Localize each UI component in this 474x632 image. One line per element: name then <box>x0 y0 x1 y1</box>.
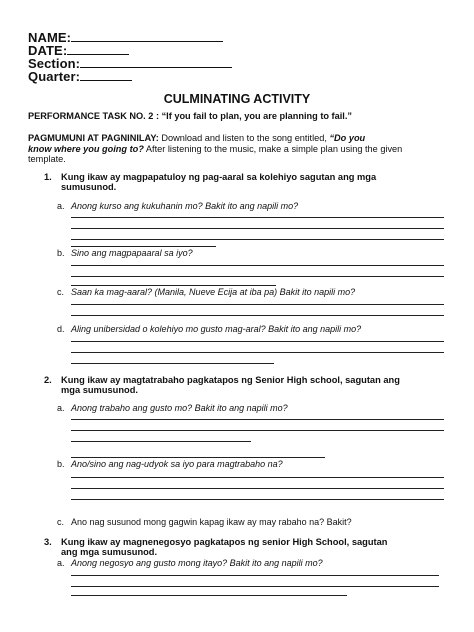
date-label: DATE: <box>28 43 68 58</box>
page-title: CULMINATING ACTIVITY <box>163 92 311 106</box>
answer-line[interactable] <box>71 441 251 442</box>
question-2a <box>57 403 288 414</box>
question-1d-letter: d. <box>57 324 65 334</box>
song-title-part-1: “Do you <box>329 133 366 143</box>
answer-line[interactable] <box>71 419 444 420</box>
reflection-text-2: After listening to the music, make a simple plan using the given <box>143 144 403 154</box>
question-3-number: 3. <box>44 537 52 547</box>
question-2c <box>57 517 352 528</box>
reflection-text-3: template. <box>28 154 66 164</box>
performance-task <box>28 111 352 122</box>
question-2-line-1: Kung ikaw ay magtatrabaho pagkatapos ng Senior High school, sagutan ang <box>61 375 400 385</box>
question-3a-letter: a. <box>57 558 65 568</box>
answer-line[interactable] <box>71 499 444 500</box>
answer-line[interactable] <box>71 595 347 596</box>
question-1c-text: Saan ka mag-aaral? (Manila, Nueve Ecija at iba pa) Bakit ito napili mo? <box>71 287 356 297</box>
answer-line[interactable] <box>71 276 444 277</box>
question-3-line-2: ang mga sumusunod. <box>61 547 158 557</box>
reflection-line-1 <box>28 133 448 144</box>
performance-label: PERFORMANCE TASK NO. 2 : <box>28 111 160 121</box>
quarter-blank[interactable] <box>80 69 132 81</box>
answer-line[interactable] <box>71 304 444 305</box>
song-title-part-2: know where you going to? <box>28 144 144 154</box>
question-1b <box>57 248 193 259</box>
answer-line[interactable] <box>71 315 444 316</box>
section-blank[interactable] <box>80 56 232 68</box>
question-2c-text: Ano nag susunod mong gagwin kapag ikaw ay may rabaho na? Bakit? <box>71 517 352 527</box>
section-label: Section: <box>28 56 81 71</box>
performance-quote: “If you fail to plan, you are planning to fail.” <box>161 111 352 121</box>
question-1c-letter: c. <box>57 287 65 297</box>
reflection-text-1: Download and listen to the song entitled, <box>161 133 330 143</box>
question-3-line-1: Kung ikaw ay magnenegosyo pagkatapos ng senior High School, sagutan <box>61 537 388 547</box>
date-blank[interactable] <box>67 43 129 55</box>
question-1-number: 1. <box>44 172 52 182</box>
answer-line[interactable] <box>71 228 444 229</box>
question-1d-text: Aling unibersidad o kolehiyo mo gusto mag-aral? Bakit ito ang napili mo? <box>71 324 362 334</box>
answer-line[interactable] <box>71 341 444 342</box>
answer-line[interactable] <box>71 430 444 431</box>
question-3a <box>57 558 323 569</box>
question-2b <box>57 459 283 470</box>
question-1a-text: Anong kurso ang kukuhanin mo? Bakit ito ang napili mo? <box>71 201 299 211</box>
answer-line[interactable] <box>71 217 444 218</box>
question-1-line-2: sumusunod. <box>61 182 117 192</box>
answer-line[interactable] <box>71 586 439 587</box>
answer-line[interactable] <box>71 352 444 353</box>
question-2-number: 2. <box>44 375 52 385</box>
question-1b-text: Sino ang magpapaaral sa iyo? <box>71 248 193 258</box>
answer-line[interactable] <box>71 477 444 478</box>
question-3a-text: Anong negosyo ang gusto mong itayo? Bakit ito ang napili mo? <box>71 558 323 568</box>
name-label: NAME: <box>28 30 72 45</box>
question-2b-text: Ano/sino ang nag-udyok sa iyo para magtrabaho na? <box>71 459 283 469</box>
quarter-field <box>28 69 132 84</box>
question-1a <box>57 201 298 212</box>
answer-line[interactable] <box>71 363 274 364</box>
answer-line[interactable] <box>71 285 276 286</box>
name-blank[interactable] <box>71 30 223 42</box>
answer-line[interactable] <box>71 575 439 576</box>
question-1d <box>57 324 361 335</box>
answer-line[interactable] <box>71 457 325 458</box>
question-2a-text: Anong trabaho ang gusto mo? Bakit ito ang napili mo? <box>71 403 288 413</box>
answer-line[interactable] <box>71 488 444 489</box>
quarter-label: Quarter: <box>28 69 81 84</box>
question-2b-letter: b. <box>57 459 65 469</box>
reflection-line-2 <box>28 144 458 155</box>
answer-line[interactable] <box>71 239 444 240</box>
question-1c <box>57 287 355 298</box>
answer-line[interactable] <box>71 246 216 247</box>
question-1b-letter: b. <box>57 248 65 258</box>
reflection-label: PAGMUMUNI AT PAGNINILAY: <box>28 133 159 143</box>
question-2-line-2: mga sumusunod. <box>61 385 138 395</box>
answer-line[interactable] <box>71 265 444 266</box>
question-2c-letter: c. <box>57 517 65 527</box>
question-1a-letter: a. <box>57 201 65 211</box>
question-1-line-1: Kung ikaw ay magpapatuloy ng pag-aaral sa kolehiyo sagutan ang mga <box>61 172 377 182</box>
question-2a-letter: a. <box>57 403 65 413</box>
